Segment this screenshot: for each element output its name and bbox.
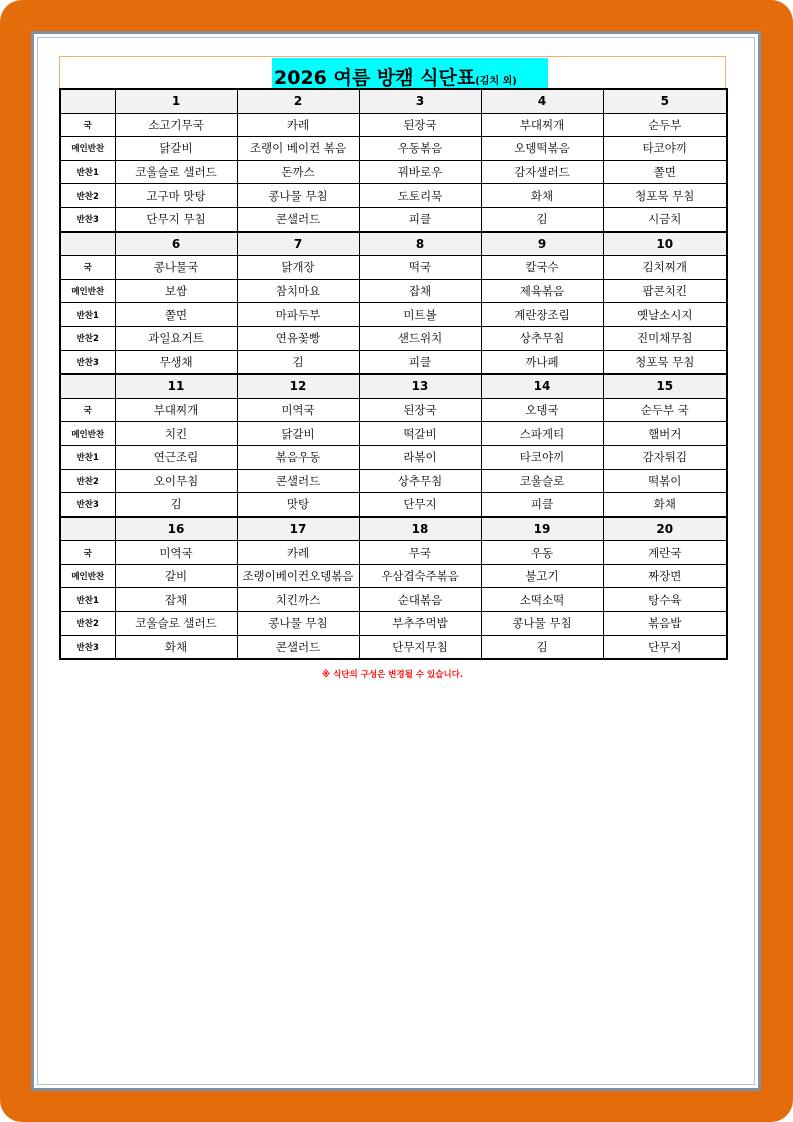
day-number: 6 [115,232,237,256]
meal-cell: 닭갈비 [237,422,359,446]
meal-row [60,612,727,636]
meal-cell: 코울슬로 샐러드 [115,612,237,636]
meal-cell: 우동 [481,541,603,565]
title-bar [59,56,726,88]
meal-row [60,588,727,612]
meal-cell: 과일요거트 [115,326,237,350]
meal-cell: 샌드위치 [359,326,481,350]
meal-cell: 상추무침 [481,326,603,350]
meal-row [60,493,727,517]
meal-cell: 피클 [359,350,481,374]
meal-cell: 진미채무침 [603,326,727,350]
meal-cell: 쫄면 [603,160,727,184]
meal-row [60,350,727,374]
day-number: 20 [603,517,727,541]
meal-cell: 콩나물 무침 [481,612,603,636]
meal-cell: 타코야끼 [481,445,603,469]
meal-cell: 치킨 [115,422,237,446]
meal-cell: 돈까스 [237,160,359,184]
row-label: 국 [60,113,115,137]
meal-cell: 고구마 맛탕 [115,184,237,208]
meal-cell: 오이무침 [115,469,237,493]
row-label: 반찬2 [60,184,115,208]
day-number: 3 [359,89,481,113]
row-label: 반찬1 [60,303,115,327]
meal-cell: 피클 [481,493,603,517]
meal-cell: 잡채 [115,588,237,612]
day-number: 17 [237,517,359,541]
meal-row [60,635,727,659]
row-label: 메인반찬 [60,422,115,446]
meal-cell: 짜장면 [603,564,727,588]
row-label: 메인반찬 [60,564,115,588]
meal-cell: 마파두부 [237,303,359,327]
meal-cell: 감자튀김 [603,445,727,469]
row-label: 반찬1 [60,445,115,469]
meal-cell: 순두부 [603,113,727,137]
meal-cell: 떡갈비 [359,422,481,446]
meal-row [60,184,727,208]
meal-cell: 감자샐러드 [481,160,603,184]
meal-cell: 오뎅떡볶음 [481,137,603,161]
meal-cell: 피클 [359,207,481,231]
meal-row [60,469,727,493]
day-header-row [60,517,727,541]
row-label: 반찬3 [60,207,115,231]
meal-cell: 탕수육 [603,588,727,612]
meal-cell: 콩나물 무침 [237,184,359,208]
day-header-row [60,89,727,113]
meal-cell: 김 [237,350,359,374]
corner-cell [60,89,115,113]
meal-cell: 코울슬로 [481,469,603,493]
meal-row [60,445,727,469]
meal-cell: 된장국 [359,113,481,137]
meal-cell: 연유꽃빵 [237,326,359,350]
meal-cell: 볶음밥 [603,612,727,636]
meal-cell: 볶음우동 [237,445,359,469]
meal-cell: 칼국수 [481,256,603,280]
row-label: 반찬3 [60,350,115,374]
title-main: 2026 여름 방캠 식단표 [274,67,476,89]
meal-cell: 우동볶음 [359,137,481,161]
page-title [274,63,517,90]
meal-cell: 잡채 [359,279,481,303]
meal-cell: 제육볶음 [481,279,603,303]
corner-cell [60,374,115,398]
meal-row [60,326,727,350]
meal-cell: 닭갈비 [115,137,237,161]
meal-cell: 옛날소시지 [603,303,727,327]
meal-cell: 김치찌개 [603,256,727,280]
meal-row [60,303,727,327]
day-number: 19 [481,517,603,541]
meal-cell: 코울슬로 샐러드 [115,160,237,184]
meal-row [60,256,727,280]
meal-cell: 단무지무침 [359,635,481,659]
day-number: 1 [115,89,237,113]
meal-cell: 미역국 [237,398,359,422]
meal-cell: 청포묵 무침 [603,184,727,208]
meal-cell: 쫄면 [115,303,237,327]
meal-cell: 김 [481,635,603,659]
meal-cell: 콩나물국 [115,256,237,280]
meal-cell: 카레 [237,541,359,565]
title-sub: (김치 외) [475,76,517,87]
meal-cell: 시금치 [603,207,727,231]
day-number: 18 [359,517,481,541]
row-label: 반찬1 [60,588,115,612]
day-number: 16 [115,517,237,541]
meal-cell: 소고기무국 [115,113,237,137]
row-label: 반찬1 [60,160,115,184]
meal-cell: 치킨까스 [237,588,359,612]
meal-cell: 참치마요 [237,279,359,303]
meal-cell: 맛탕 [237,493,359,517]
meal-cell: 화채 [603,493,727,517]
row-label: 반찬2 [60,612,115,636]
row-label: 메인반찬 [60,279,115,303]
meal-cell: 김 [481,207,603,231]
day-number: 14 [481,374,603,398]
meal-row [60,207,727,231]
meal-cell: 소떡소떡 [481,588,603,612]
meal-cell: 떡볶이 [603,469,727,493]
meal-row [60,279,727,303]
day-number: 11 [115,374,237,398]
row-label: 반찬2 [60,326,115,350]
meal-cell: 보쌈 [115,279,237,303]
meal-cell: 화채 [481,184,603,208]
day-number: 7 [237,232,359,256]
meal-cell: 우삼겹숙주볶음 [359,564,481,588]
day-number: 8 [359,232,481,256]
row-label: 국 [60,398,115,422]
meal-cell: 부추주먹밥 [359,612,481,636]
corner-cell [60,517,115,541]
meal-cell: 콘샐러드 [237,207,359,231]
meal-row [60,160,727,184]
row-label: 국 [60,256,115,280]
day-number: 15 [603,374,727,398]
meal-cell: 닭개장 [237,256,359,280]
meal-cell: 화채 [115,635,237,659]
meal-cell: 카레 [237,113,359,137]
row-label: 반찬2 [60,469,115,493]
row-label: 메인반찬 [60,137,115,161]
meal-cell: 타코야끼 [603,137,727,161]
meal-cell: 단무지 [359,493,481,517]
day-header-row [60,232,727,256]
day-number: 12 [237,374,359,398]
meal-cell: 김 [115,493,237,517]
day-number: 10 [603,232,727,256]
meal-cell: 계란국 [603,541,727,565]
meal-cell: 상추무침 [359,469,481,493]
meal-cell: 팝콘치킨 [603,279,727,303]
meal-row [60,398,727,422]
meal-cell: 까나페 [481,350,603,374]
day-number: 2 [237,89,359,113]
meal-cell: 조랭이베이컨오뎅볶음 [237,564,359,588]
meal-cell: 콩나물 무침 [237,612,359,636]
meal-cell: 순두부 국 [603,398,727,422]
meal-row [60,113,727,137]
meal-plan [59,56,726,680]
meal-row [60,541,727,565]
row-label: 반찬3 [60,635,115,659]
meal-cell: 콘샐러드 [237,635,359,659]
meal-row [60,564,727,588]
day-number: 9 [481,232,603,256]
meal-cell: 햄버거 [603,422,727,446]
meal-row [60,137,727,161]
meal-cell: 단무지 [603,635,727,659]
meal-cell: 무생채 [115,350,237,374]
day-header-row [60,374,727,398]
meal-cell: 부대찌개 [115,398,237,422]
row-label: 국 [60,541,115,565]
meal-cell: 불고기 [481,564,603,588]
corner-cell [60,232,115,256]
meal-cell: 된장국 [359,398,481,422]
meal-cell: 무국 [359,541,481,565]
meal-cell: 조랭이 베이컨 볶음 [237,137,359,161]
day-number: 13 [359,374,481,398]
notice-text: ※ 식단의 구성은 변경될 수 있습니다. [321,670,464,681]
meal-cell: 갈비 [115,564,237,588]
meal-cell: 오뎅국 [481,398,603,422]
day-number: 4 [481,89,603,113]
meal-row [60,422,727,446]
meal-cell: 연근조림 [115,445,237,469]
meal-cell: 청포묵 무침 [603,350,727,374]
meal-cell: 콘샐러드 [237,469,359,493]
meal-cell: 스파게티 [481,422,603,446]
meal-cell: 계란장조림 [481,303,603,327]
meal-cell: 부대찌개 [481,113,603,137]
meal-cell: 단무지 무침 [115,207,237,231]
meal-cell: 떡국 [359,256,481,280]
meal-cell: 미역국 [115,541,237,565]
meal-cell: 라볶이 [359,445,481,469]
day-number: 5 [603,89,727,113]
meal-table [59,88,728,660]
meal-cell: 도토리묵 [359,184,481,208]
meal-cell: 순대볶음 [359,588,481,612]
meal-cell: 꿔바로우 [359,160,481,184]
row-label: 반찬3 [60,493,115,517]
meal-cell: 미트볼 [359,303,481,327]
